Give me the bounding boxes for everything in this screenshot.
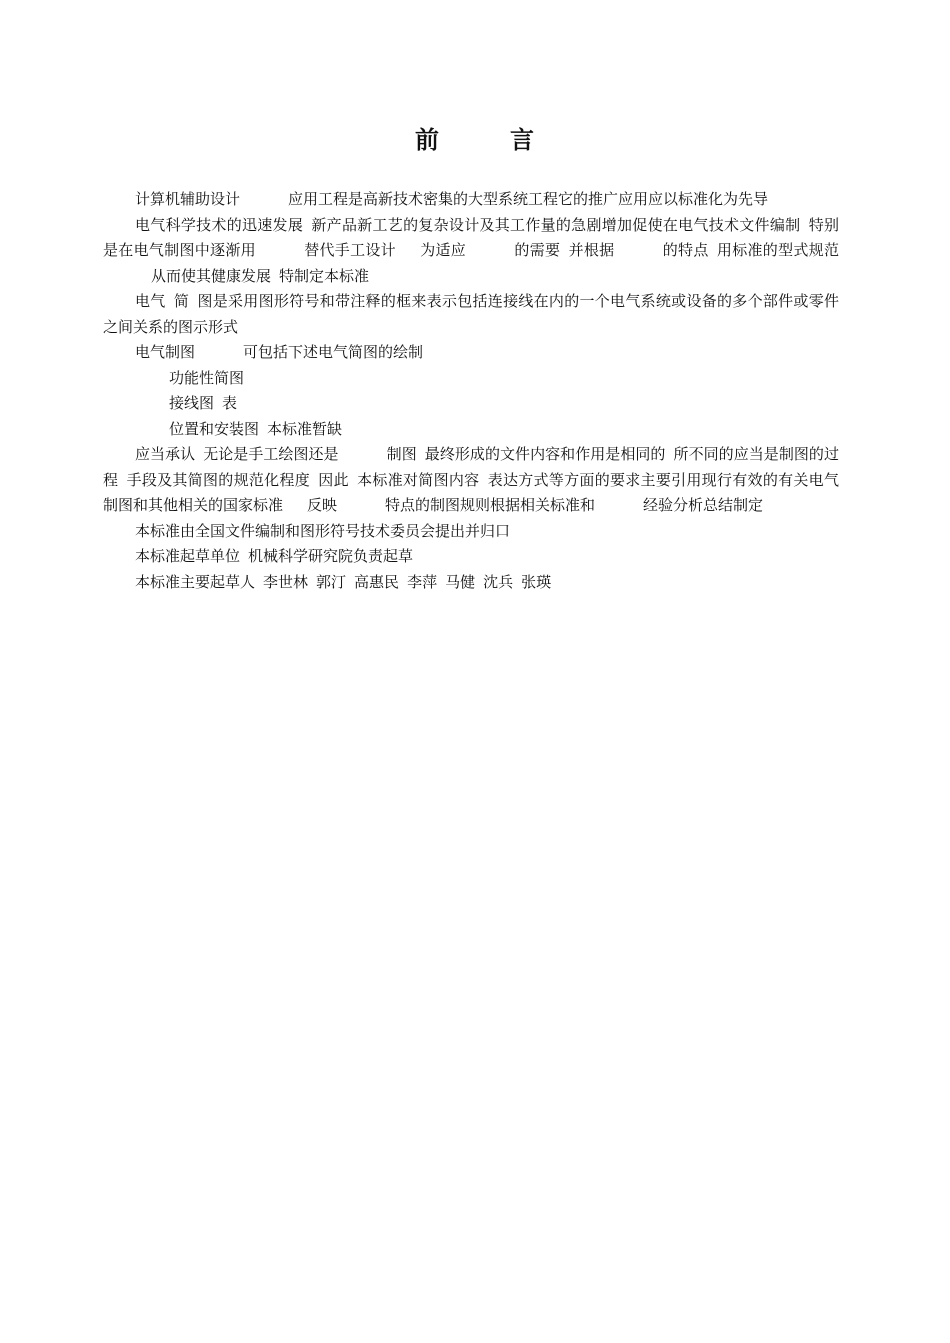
text-span: 功能性简图	[169, 368, 245, 387]
text-span: 最终形成的文件内容和作用是相同的	[424, 445, 666, 463]
text-span: 本标准主要起草人	[135, 572, 256, 591]
text-span: 无论是手工绘图还是	[203, 445, 339, 463]
text-span: 的特点	[662, 241, 709, 259]
page-title	[0, 120, 950, 155]
list-item	[103, 391, 839, 417]
text-span: 表	[222, 394, 238, 412]
paragraph-scope	[103, 340, 839, 366]
text-span: 电气科学技术的迅速发展	[135, 215, 304, 234]
text-span: 表达方式等方面的要求主要引用现行有效的有关电气制图和其他相关的国家标准	[103, 470, 839, 514]
text-span: 特点的制图规则根据相关标准和	[385, 496, 596, 514]
text-span: 本标准暂缺	[267, 419, 343, 438]
text-span: 反映	[307, 496, 338, 514]
text-span: 新产品新工艺的复杂设计及其工作量的急剧增加促使在电气技术文件编制	[311, 215, 801, 234]
text-span: 应当承认	[135, 445, 196, 463]
paragraph-definition	[103, 289, 839, 340]
text-span: 特制定本标准	[279, 266, 370, 285]
drafter-name: 沈兵	[483, 572, 514, 591]
text-span: 特别是在电气制图中逐渐用	[103, 215, 839, 259]
text-span: 电气制图	[135, 343, 196, 361]
text-span: 机械科学研究院负责起草	[248, 547, 414, 565]
text-span: 手段及其简图的规范化程度	[126, 470, 310, 489]
text-span: 的需要	[514, 241, 561, 259]
text-span: 简	[173, 292, 190, 310]
text-span: 本标准由全国文件编制和图形符号技术委员会提出并归口	[135, 521, 511, 540]
text-span: 位置和安装图	[169, 419, 260, 438]
text-span: 从而使其健康发展	[151, 266, 272, 285]
text-span: 图是采用图形符号和带注释的框来表示包括连接线在内的一个电气系统或设备的多个部件或零件之间关系的图示形式	[103, 292, 839, 336]
text-span: 本标准起草单位	[135, 547, 241, 565]
list-item	[103, 366, 839, 392]
title-char-1: 前	[415, 125, 440, 154]
paragraph-comparison	[103, 442, 839, 519]
text-span: 替代手工设计	[303, 241, 396, 259]
text-span: 制图	[386, 445, 417, 463]
drafter-name: 高惠民	[354, 572, 400, 591]
drafter-name: 郭汀	[316, 572, 347, 591]
text-span: 接线图	[169, 394, 215, 412]
text-span: 电气	[135, 292, 166, 310]
text-span: 用标准的型式规范	[716, 241, 839, 259]
paragraph-drafting-unit	[103, 544, 839, 570]
drafter-name: 李萍	[407, 572, 438, 591]
text-span: 为适应	[419, 241, 467, 259]
document-body	[103, 187, 839, 595]
paragraph-intro	[103, 187, 839, 213]
paragraph-committee	[103, 519, 839, 545]
text-span: 本标准对简图内容	[356, 470, 480, 489]
title-char-2: 言	[510, 125, 535, 154]
text-span: 可包括下述电气简图的绘制	[243, 343, 424, 361]
text-span: 并根据	[568, 241, 615, 259]
paragraph-drafters	[103, 570, 839, 596]
text-span: 所不同的应当是制图的过程	[103, 445, 839, 489]
drafter-name: 张瑛	[521, 572, 552, 591]
text-span: 计算机辅助设计	[135, 190, 241, 208]
paragraph-background	[103, 213, 839, 290]
drafter-name: 李世林	[263, 572, 309, 591]
text-span: 经验分析总结制定	[643, 496, 764, 514]
list-item	[103, 417, 839, 443]
text-span: 因此	[318, 470, 349, 489]
text-span: 应用工程是高新技术密集的大型系统工程它的推广应用应以标准化为先导	[288, 190, 769, 208]
drafter-name: 马健	[445, 572, 476, 591]
